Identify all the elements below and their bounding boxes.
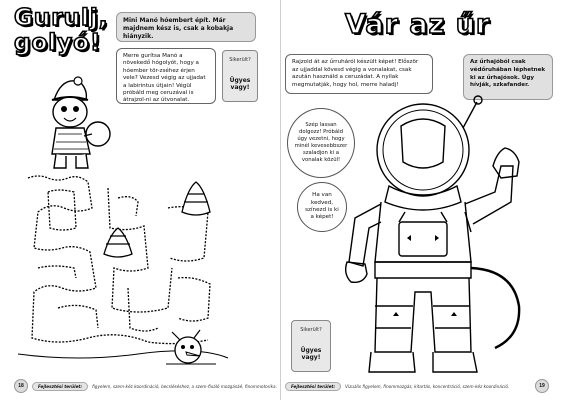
right-success-box — [291, 320, 331, 372]
right-instructions-box — [285, 54, 433, 94]
left-page-number: 18 — [14, 379, 28, 393]
right-success-answer: Ügyes vagy! — [300, 347, 322, 361]
right-page — [281, 0, 562, 400]
left-instructions-text: Merre gurítsa Manó a növekedő hógolyót, hogy a hóember tör-zséhez érjen vele? Vezesd végig az ujjadat a labirintus útjain! Végül próbáld meg ceruzával is átrajzol-ni az útvonalat. — [123, 53, 206, 104]
snowman-head-illustration — [160, 330, 220, 370]
left-success-prompt: Sikerült? — [229, 57, 251, 63]
elf-child-illustration — [36, 72, 116, 172]
left-page-title: Gurulj, golyó! — [14, 5, 109, 56]
speech-bubble-color-text: Ha van kedved, színezd is ki a képet! — [305, 192, 339, 221]
right-info-text: Az űrhajóból csak védőruhában léphetnek ki az űrhajósok. Úgy hívják, szkafander. — [470, 59, 546, 89]
left-intro-text: Mini Manó hóembert épít. Már majdnem kész is, csak a kobakja hiányzik. — [123, 17, 234, 40]
left-footer-label: Fejlesztési terület: — [32, 382, 88, 391]
right-instructions-text: Rajzold át az űrruháról készült képet! Először az ujjaddal kövesd végig a vonalakat, csak azután használd a ceruzádat. A nyilak megmutatják, hogy hol, merre haladj! — [292, 59, 419, 88]
left-footer-text: figyelem, szem-kéz koordináció, becsléséshez, a szem-fixáló mozgásáé, finommotorika. — [92, 383, 277, 389]
astronaut-suit-illustration — [335, 92, 535, 382]
right-success-prompt: Sikerült? — [300, 327, 322, 333]
left-success-answer: Ügyes vagy! — [229, 77, 251, 91]
left-footer — [32, 381, 277, 391]
right-footer-text: Vizuális figyelem, finommozgás, kitartás, koncentráció, szem-kéz koordináció. — [345, 383, 510, 389]
left-success-box — [222, 50, 258, 102]
right-footer — [285, 381, 509, 391]
left-intro-box — [116, 12, 256, 42]
right-page-number: 19 — [535, 379, 549, 393]
speech-bubble-tip-text: Szép lassan dolgozz! Próbáld úgy vezetni, hogy minél kevesebbszer szaladjon ki a vonalak közül! — [294, 122, 348, 163]
left-page — [0, 0, 280, 400]
right-page-title: Vár az űr — [345, 9, 491, 40]
right-footer-label: Fejlesztési terület: — [285, 382, 341, 391]
left-instructions-box — [116, 48, 216, 104]
